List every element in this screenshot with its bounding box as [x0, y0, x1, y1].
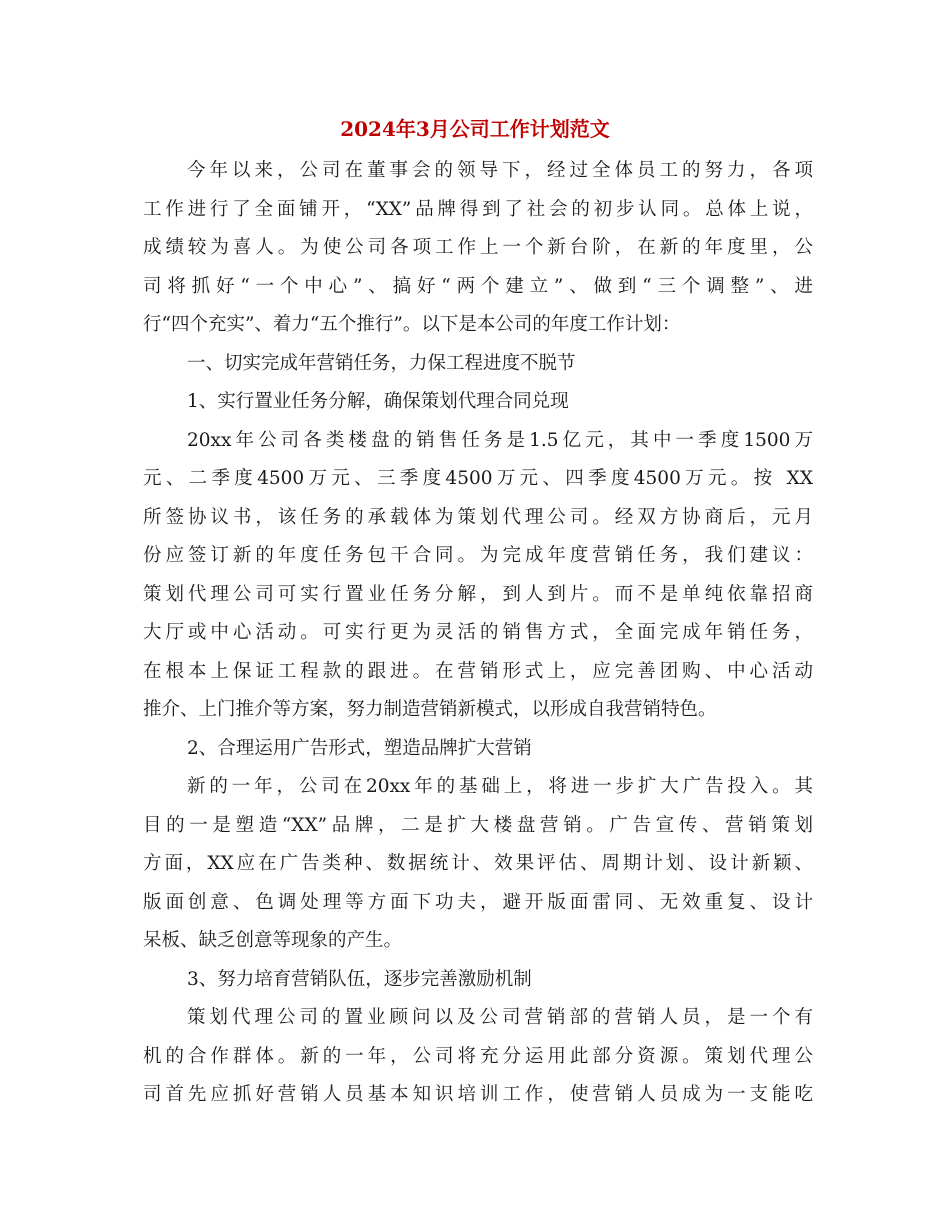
text-line: 1、实行置业任务分解，确保策划代理合同兑现 [187, 391, 569, 412]
text-line: 机的合作群体。新的一年，公司将充分运用此部分资源。策划代理公 [143, 1045, 813, 1067]
text-line: 策划代理公司可实行置业任务分解，到人到片。而不是单纯依靠招商 [143, 583, 813, 605]
text-line: 司将抓好“一个中心”、搞好“两个建立”、做到“三个调整”、进 [143, 275, 813, 297]
text-line: 2、合理运用广告形式，塑造品牌扩大营销 [187, 737, 532, 759]
text-line: 20xx年公司各类楼盘的销售任务是1.5亿元，其中一季度1500万 [187, 429, 813, 451]
text-line: 方面，XX应在广告类种、数据统计、效果评估、周期计划、设计新颖、 [143, 853, 813, 874]
text-line: 今年以来，公司在董事会的领导下，经过全体员工的努力，各项 [187, 160, 813, 181]
text-line: 所签协议书，该任务的承载体为策划代理公司。经双方协商后，元月 [143, 506, 813, 528]
text-line: 策划代理公司的置业顾问以及公司营销部的营销人员，是一个有 [187, 1007, 813, 1028]
text-line: 大厅或中心活动。可实行更为灵活的销售方式，全面完成年销任务， [143, 622, 813, 643]
text-line: 推介、上门推介等方案，努力制造营销新模式，以形成自我营销特色。 [143, 699, 717, 720]
text-line: 司首先应抓好营销人员基本知识培训工作，使营销人员成为一支能吃 [143, 1084, 813, 1105]
text-line: 成绩较为喜人。为使公司各项工作上一个新台阶，在新的年度里，公 [143, 237, 813, 258]
text-line: 版面创意、色调处理等方面下功夫，避开版面雷同、无效重复、设计 [143, 891, 813, 913]
document-body [143, 152, 813, 1115]
text-line: 工作进行了全面铺开，“XX”品牌得到了社会的初步认同。总体上说， [143, 198, 813, 220]
text-line: 元、二季度4500万元、三季度4500万元、四季度4500万元。按 XX [143, 468, 813, 489]
text-line: 3、努力培育营销队伍，逐步完善激励机制 [187, 968, 532, 990]
text-line: 在根本上保证工程款的跟进。在营销形式上，应完善团购、中心活动 [143, 660, 813, 682]
text-line: 份应签订新的年度任务包干合同。为完成年度营销任务，我们建议： [143, 545, 813, 566]
text-line: 新的一年，公司在20xx年的基础上，将进一步扩大广告投入。其 [187, 776, 813, 797]
text-line: 目的一是塑造“XX”品牌，二是扩大楼盘营销。广告宣传、营销策划 [143, 814, 813, 836]
text-line: 行“四个充实”、着力“五个推行”。以下是本公司的年度工作计划： [143, 314, 681, 335]
text-line: 呆板、缺乏创意等现象的产生。 [143, 930, 403, 951]
text-line: 一、切实完成年营销任务，力保工程进度不脱节 [187, 352, 576, 374]
document-title: 2024年3月公司工作计划范文 [340, 117, 610, 141]
